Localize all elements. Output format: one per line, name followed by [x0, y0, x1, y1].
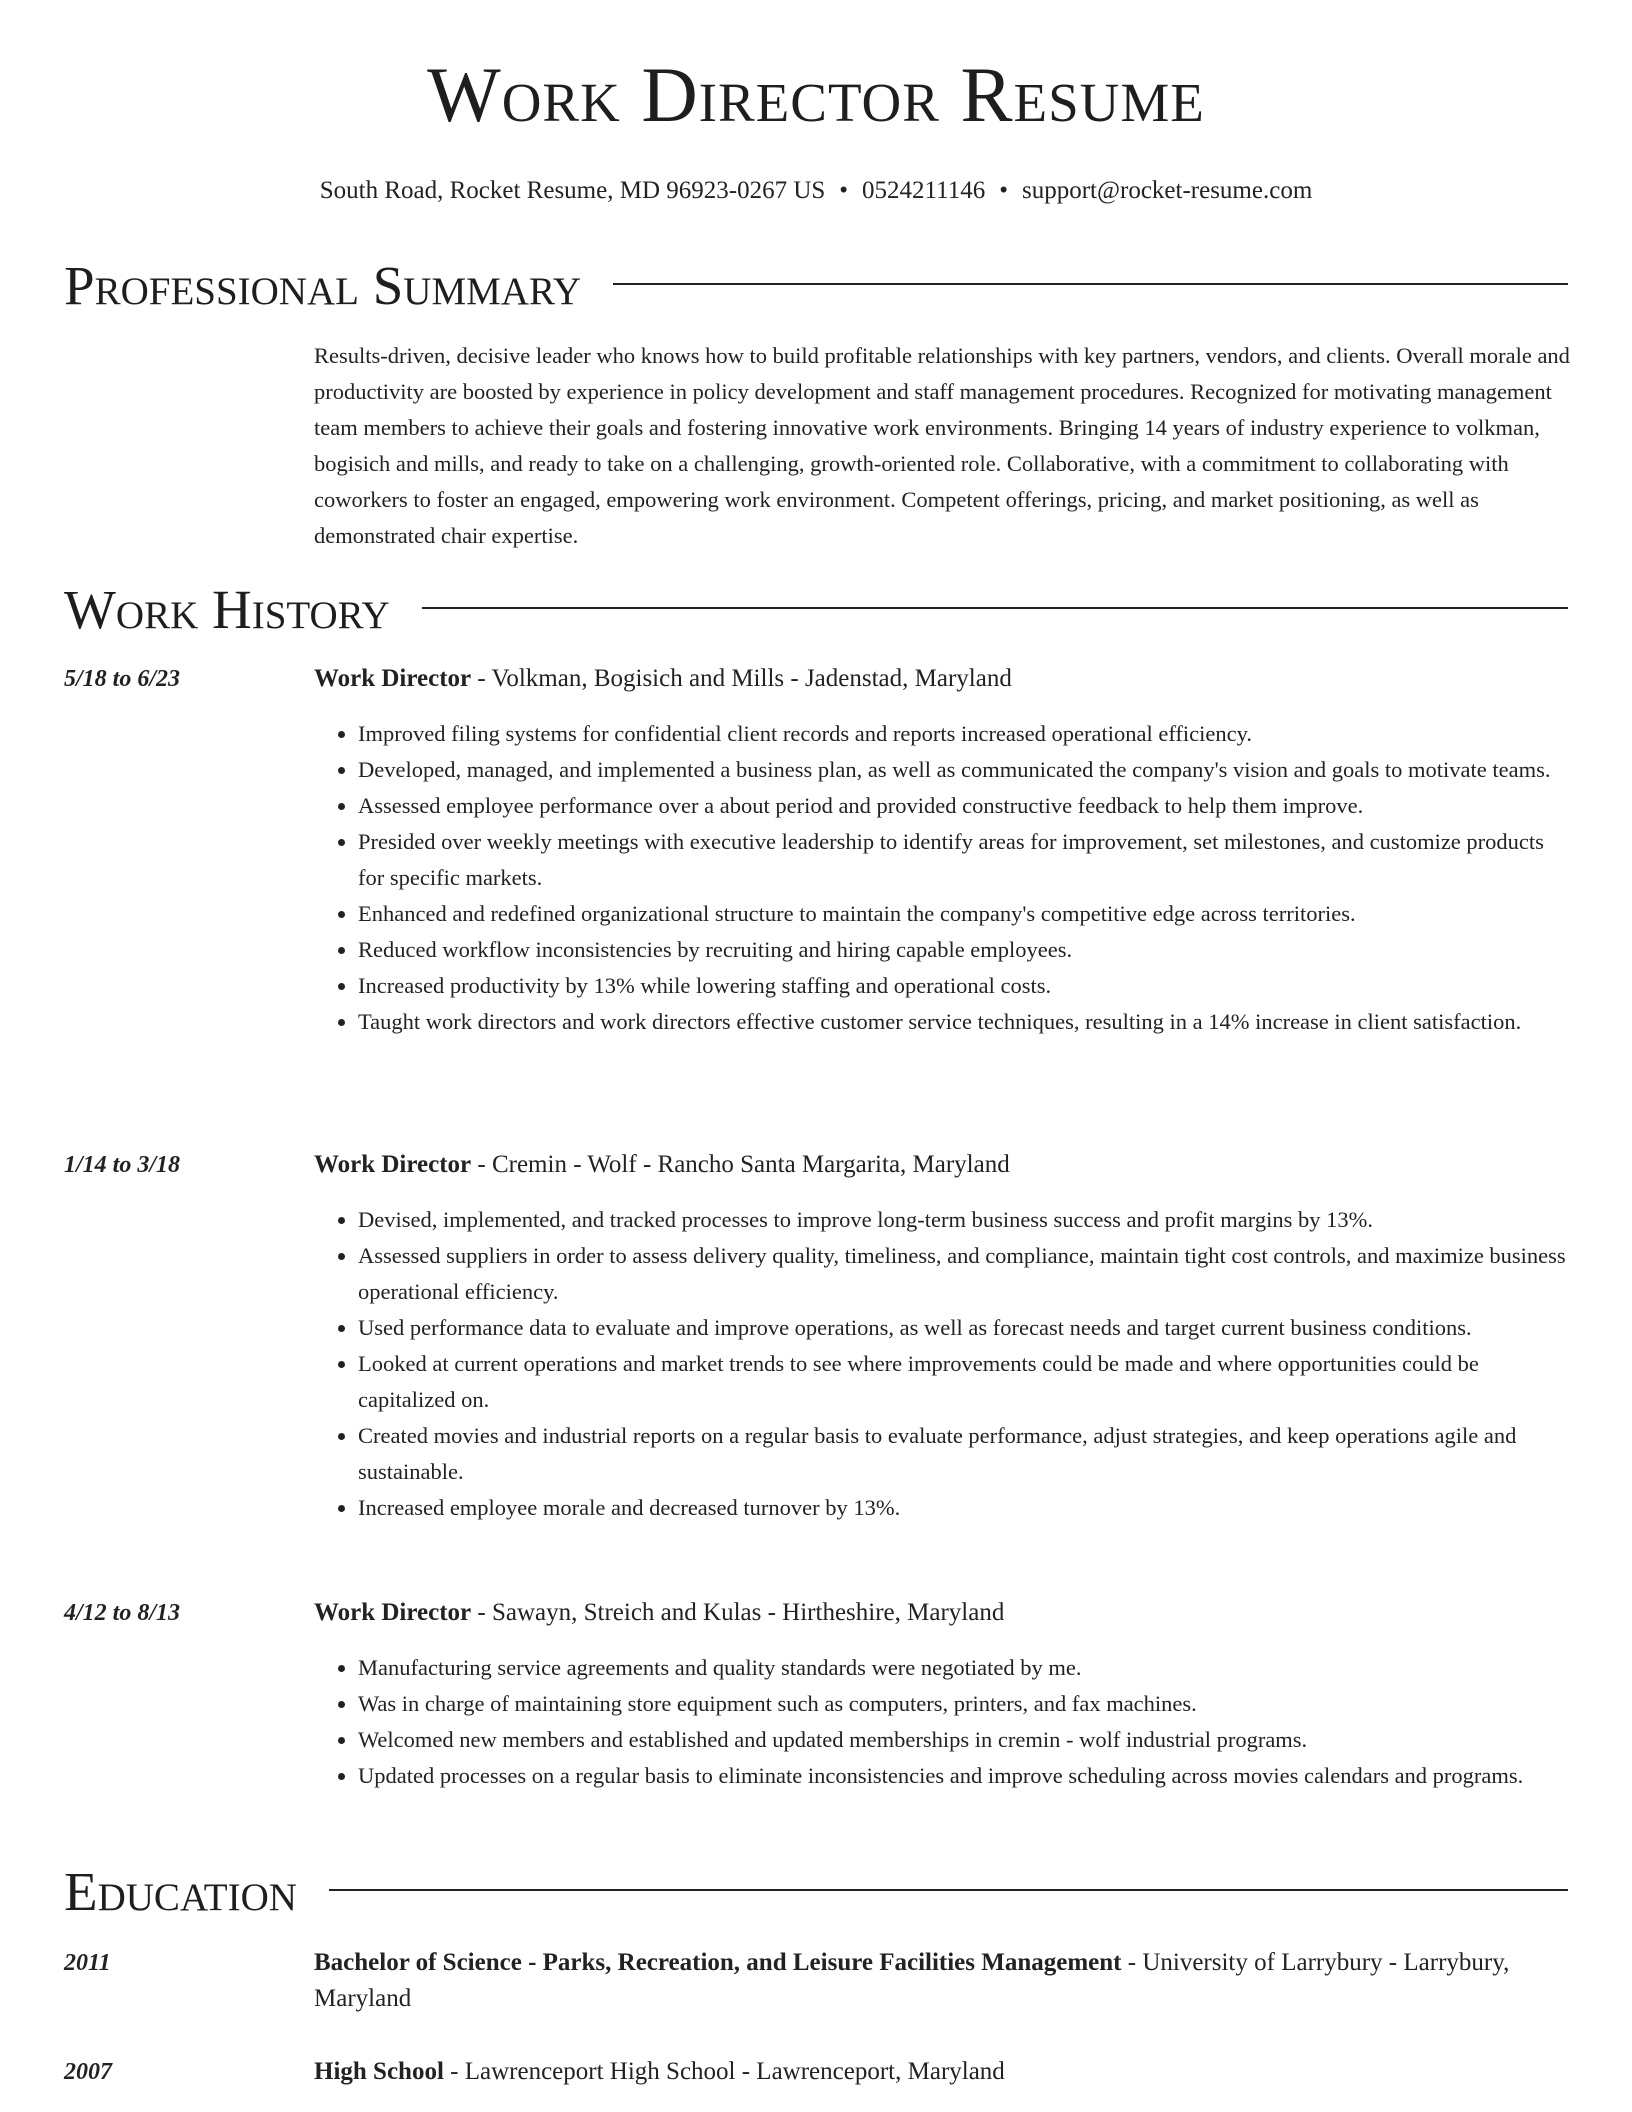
education-year: 2011 [64, 1950, 111, 1976]
section-divider [613, 283, 1568, 285]
education-entry [314, 2054, 1570, 2090]
section-divider [422, 607, 1568, 609]
work-history-section-heading [64, 579, 1568, 640]
job-bullet: • Used performance data to evaluate and improve operations, as well as forecast needs and target current business conditions. [358, 1310, 1570, 1346]
section-divider [329, 1889, 1568, 1891]
job-title-line [314, 661, 1570, 697]
job-details: - Cremin - Wolf - Rancho Santa Margarita, Maryland [471, 1151, 1010, 1178]
job-bullet: • Devised, implemented, and tracked processes to improve long-term business success and profit margins by 13%. [358, 1202, 1570, 1238]
education-details: - Lawrenceport High School - Lawrenceport, Maryland [443, 2058, 1005, 2085]
resume-title: Work Director Resume [427, 51, 1205, 138]
job-dates: 1/14 to 3/18 [64, 1152, 181, 1178]
contact-separator: • [839, 177, 849, 204]
education-degree: Bachelor of Science - Parks, Recreation, and Leisure Facilities Management [314, 1949, 1122, 1976]
job-bullet: • Assessed employee performance over a about period and provided constructive feedback to help them improve. [358, 788, 1570, 824]
job-title-line [314, 1595, 1570, 1631]
job-bullet: • Was in charge of maintaining store equipment such as computers, printers, and fax machines. [358, 1686, 1570, 1722]
job-bullet: • Welcomed new members and established and updated memberships in cremin - wolf industrial programs. [358, 1722, 1570, 1758]
job-bullet: • Developed, managed, and implemented a business plan, as well as communicated the company's vision and goals to motivate teams. [358, 752, 1570, 788]
job-bullet: • Created movies and industrial reports on a regular basis to evaluate performance, adjust strategies, and keep operations agile and sustainable. [358, 1418, 1570, 1490]
job-title: Work Director [314, 1151, 472, 1178]
education-heading: Education [64, 1861, 297, 1922]
education-degree: High School [314, 2058, 444, 2085]
job-bullet-list [314, 716, 1570, 1040]
job-dates: 4/12 to 8/13 [64, 1600, 181, 1626]
job-bullet: • Increased employee morale and decreased turnover by 13%. [358, 1490, 1570, 1526]
contact-phone: 0524211146 [862, 177, 986, 204]
job-title-line [314, 1147, 1570, 1183]
job-bullet-list [314, 1650, 1570, 1794]
education-details: - University of Larrybury - Larrybury, Maryland [314, 1949, 1510, 2012]
job-bullet: • Presided over weekly meetings with executive leadership to identify areas for improvement, set milestones, and customize products for specific markets. [358, 824, 1570, 896]
contact-line [0, 176, 1632, 206]
job-details: - Sawayn, Streich and Kulas - Hirtheshire, Maryland [471, 1599, 1005, 1626]
job-bullet: • Assessed suppliers in order to assess delivery quality, timeliness, and compliance, maintain tight cost controls, and maximize business operational efficiency. [358, 1238, 1570, 1310]
job-bullet: • Taught work directors and work directors effective customer service techniques, resulting in a 14% increase in client satisfaction. [358, 1004, 1570, 1040]
job-bullet: • Manufacturing service agreements and quality standards were negotiated by me. [358, 1650, 1570, 1686]
job-dates: 5/18 to 6/23 [64, 666, 181, 692]
job-bullet-list [314, 1202, 1570, 1526]
job-bullet: • Updated processes on a regular basis to eliminate inconsistencies and improve scheduling across movies calendars and programs. [358, 1758, 1570, 1794]
job-bullet: • Increased productivity by 13% while lowering staffing and operational costs. [358, 968, 1570, 1004]
summary-text: Results-driven, decisive leader who knows how to build profitable relationships with key partners, vendors, and clients. Overall morale and productivity are boosted by experience in policy development and staff management procedures. Recognized for motivating management team members to achieve their goals and fostering innovative work environments. Bringing 14 years of industry experience to volkman, bogisich and mills, and ready to take on a challenging, growth-oriented role. Collaborative, with a commitment to collaborating with coworkers to foster an engaged, empowering work environment. Competent offerings, pricing, and market positioning, as well as demonstrated chair expertise. [314, 343, 1570, 548]
job-bullet: • Enhanced and redefined organizational structure to maintain the company's competitive edge across territories. [358, 896, 1570, 932]
job-title: Work Director [314, 1599, 472, 1626]
summary-section-heading [64, 255, 1568, 316]
summary-heading: Professional Summary [64, 255, 582, 316]
job-bullet: • Looked at current operations and market trends to see where improvements could be made and where opportunities could be capitalized on. [358, 1346, 1570, 1418]
work-history-heading: Work History [64, 579, 390, 640]
contact-address: South Road, Rocket Resume, MD 96923-0267 US [319, 177, 826, 204]
job-bullet: • Reduced workflow inconsistencies by recruiting and hiring capable employees. [358, 932, 1570, 968]
job-details: - Volkman, Bogisich and Mills - Jadenstad, Maryland [471, 665, 1012, 692]
job-bullet: • Improved filing systems for confidential client records and reports increased operational efficiency. [358, 716, 1570, 752]
contact-email[interactable]: support@rocket-resume.com [1021, 177, 1313, 204]
education-entry [314, 1945, 1570, 2017]
education-year: 2007 [64, 2059, 112, 2085]
contact-separator: • [999, 177, 1008, 204]
education-section-heading [64, 1861, 1568, 1922]
job-title: Work Director [314, 665, 472, 692]
